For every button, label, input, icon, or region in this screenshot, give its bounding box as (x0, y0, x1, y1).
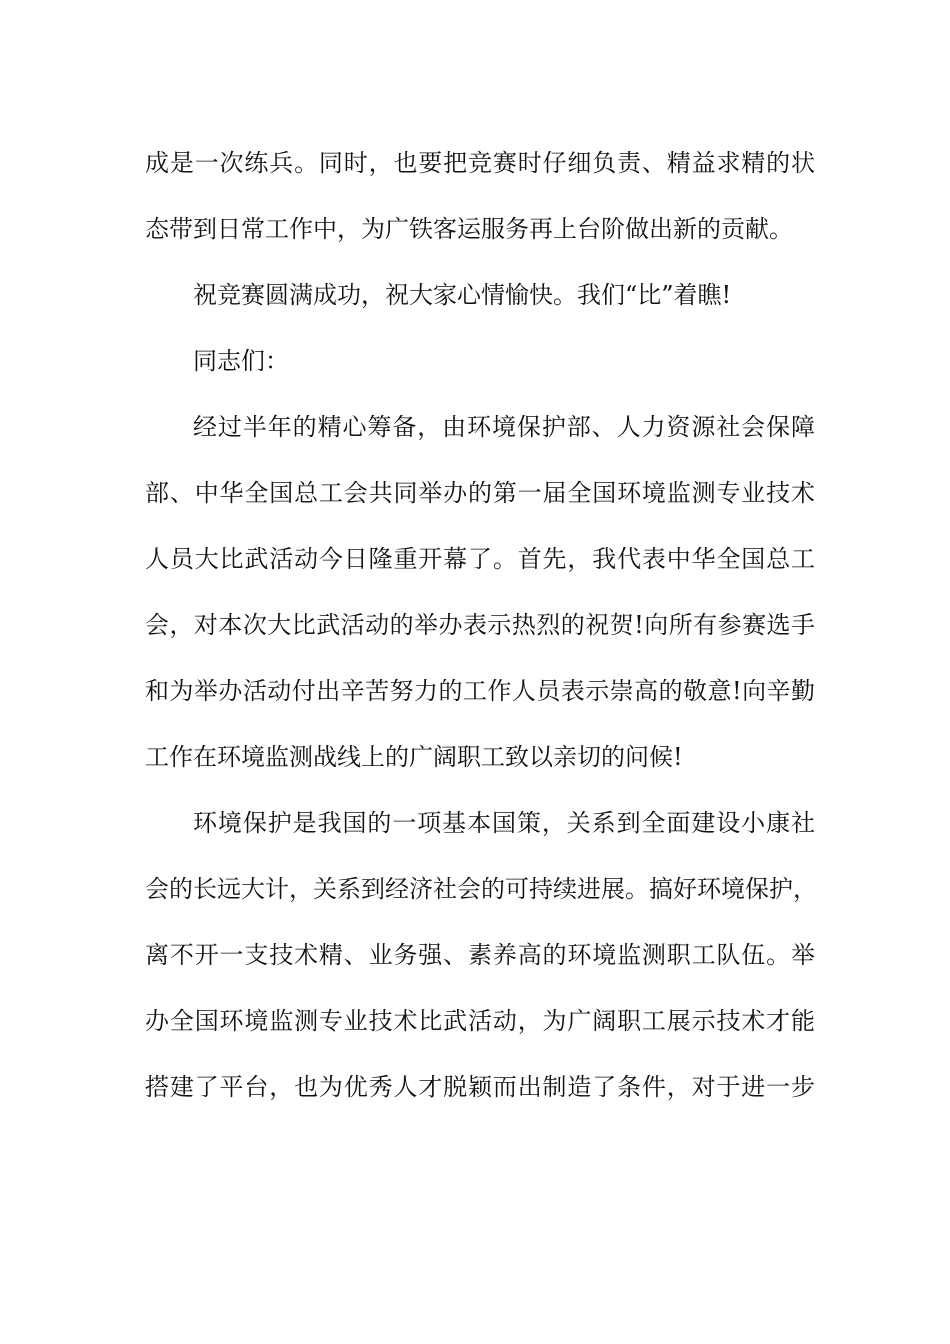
text-line: 人员大比武活动今日隆重开幕了。首先，我代表中华全国总工 (145, 545, 815, 573)
text-line: 和为举办活动付出辛苦努力的工作人员表示崇高的敬意!向辛勤 (145, 677, 815, 705)
text-line: 态带到日常工作中，为广铁客运服务再上台阶做出新的贡献。 (145, 215, 793, 243)
text-line: 成是一次练兵。同时，也要把竞赛时仔细负责、精益求精的状 (145, 149, 815, 177)
text-line-paragraph-start: 经过半年的精心筹备，由环境保护部、人力资源社会保障 (193, 413, 815, 441)
text-line: 会的长远大计，关系到经济社会的可持续进展。搞好环境保护， (145, 875, 817, 903)
text-line: 搭建了平台，也为优秀人才脱颖而出制造了条件，对于进一步 (145, 1073, 815, 1101)
document-body (145, 130, 815, 1120)
text-line: 办全国环境监测专业技术比武活动，为广阔职工展示技术才能 (145, 1007, 815, 1035)
text-line: 会，对本次大比武活动的举办表示热烈的祝贺!向所有参赛选手 (145, 611, 815, 639)
salutation: 同志们： (193, 347, 289, 375)
text-line-paragraph-start: 环境保护是我国的一项基本国策，关系到全面建设小康社 (193, 809, 815, 837)
text-line: 离不开一支技术精、业务强、素养高的环境监测职工队伍。举 (145, 941, 815, 969)
text-line: 部、中华全国总工会共同举办的第一届全国环境监测专业技术 (145, 479, 815, 507)
text-line-paragraph-start: 祝竞赛圆满成功，祝大家心情愉快。我们“比”着瞧! (193, 281, 732, 309)
text-line: 工作在环境监测战线上的广阔职工致以亲切的问候! (145, 743, 683, 771)
